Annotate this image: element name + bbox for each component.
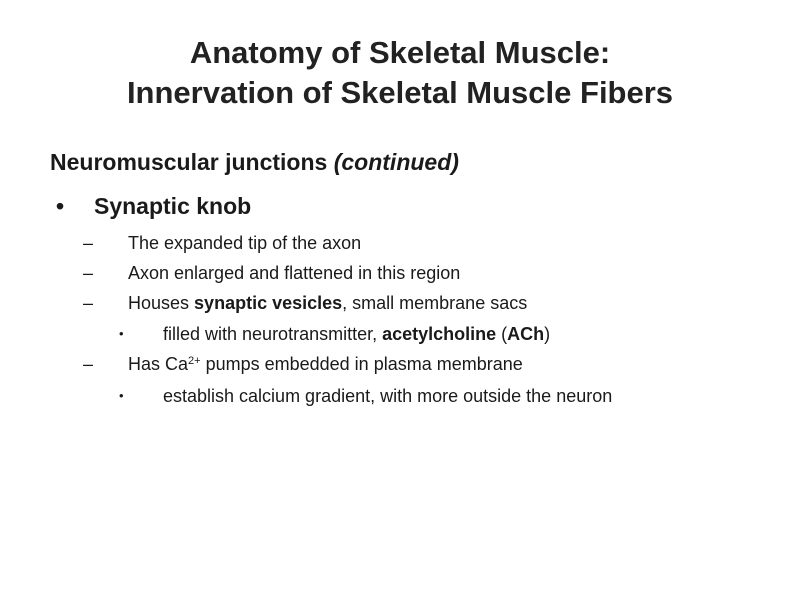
slide-title-line-1: Anatomy of Skeletal Muscle: <box>189 35 611 70</box>
sub-bullet-expanded-tip-text: The expanded tip of the axon <box>128 233 362 253</box>
dash-marker: – <box>83 354 94 374</box>
bullet-marker: • <box>56 193 65 219</box>
section-heading-italic: (continued) <box>333 149 459 175</box>
bullet-marker-small: • <box>119 326 124 341</box>
section-heading-main: Neuromuscular junctions <box>50 149 334 175</box>
subsub-bullet-calcium-gradient-text: establish calcium gradient, with more outside the neuron <box>163 386 613 406</box>
ach-post: ) <box>544 324 551 344</box>
dash-marker: – <box>83 233 94 253</box>
vesicles-post: , small membrane sacs <box>342 293 528 313</box>
bullet-synaptic-knob-text: Synaptic knob <box>94 193 252 219</box>
dash-marker: – <box>83 293 94 313</box>
sub-bullet-axon-enlarged-text: Axon enlarged and flattened in this region <box>128 263 461 283</box>
ca-superscript: 2+ <box>188 355 201 367</box>
bullet-marker-small: • <box>119 388 124 403</box>
dash-marker: – <box>83 263 94 283</box>
ach-term: acetylcholine <box>382 324 497 344</box>
section-heading <box>50 147 459 177</box>
ca-post: pumps embedded in plasma membrane <box>200 354 523 374</box>
vesicles-pre: Houses <box>128 293 195 313</box>
vesicles-term: synaptic vesicles <box>194 293 343 313</box>
ach-pre: filled with neurotransmitter, <box>163 324 383 344</box>
sub-bullet-synaptic-vesicles-text <box>128 291 527 315</box>
subsub-bullet-neurotransmitter-text <box>163 322 550 346</box>
ach-abbrev: ACh <box>507 324 545 344</box>
slide-title-line-2: Innervation of Skeletal Muscle Fibers <box>126 75 674 110</box>
ach-mid: ( <box>496 324 508 344</box>
sub-bullet-ca-pumps-text <box>128 352 523 376</box>
ca-pre: Has Ca <box>128 354 189 374</box>
